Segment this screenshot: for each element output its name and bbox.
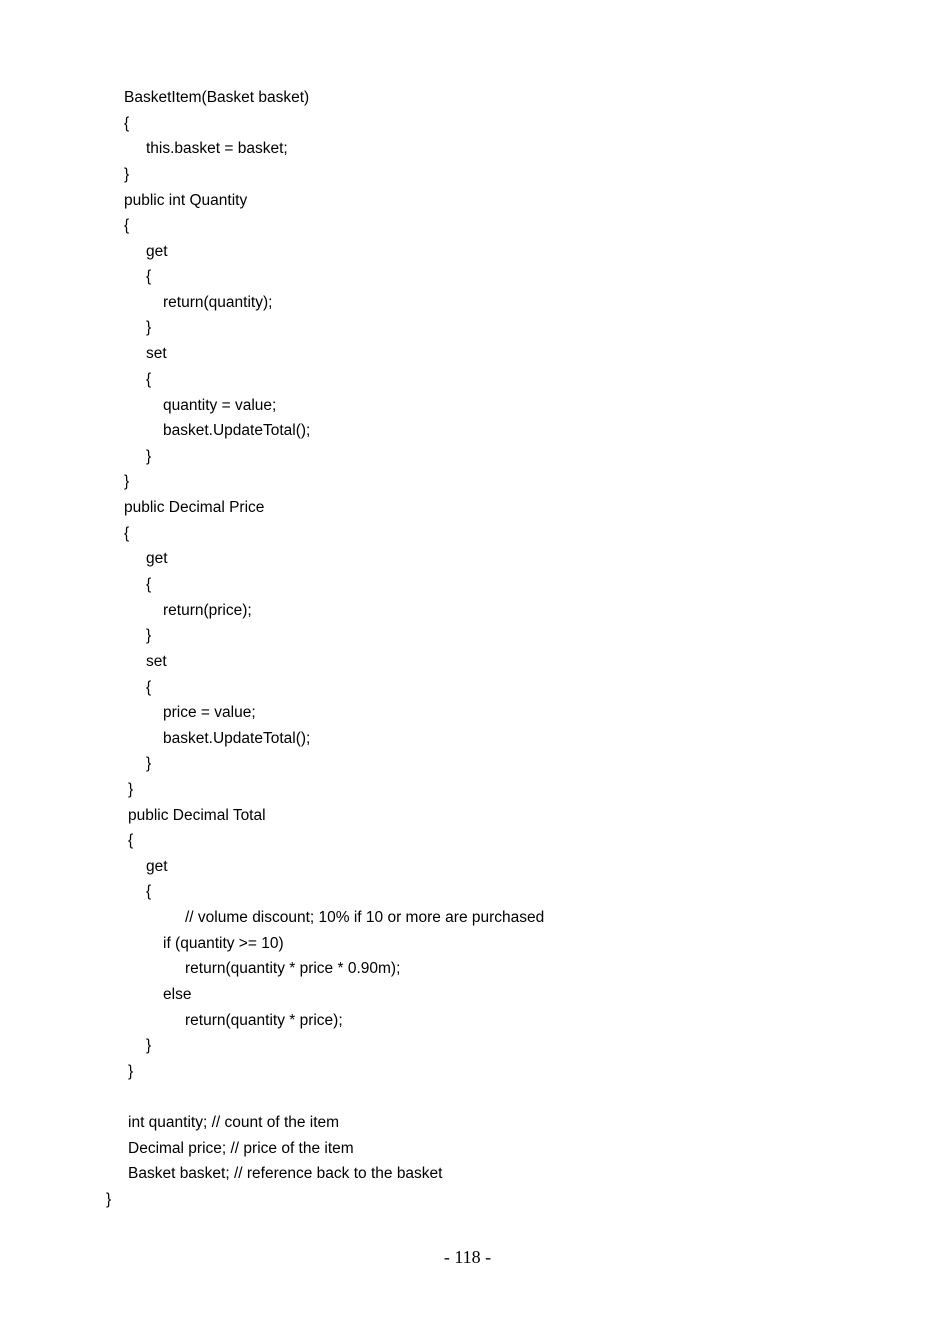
code-line: { [146, 883, 152, 900]
code-line: { [146, 679, 152, 696]
code-line: Basket basket; // reference back to the basket [128, 1165, 443, 1182]
code-line: basket.UpdateTotal(); [163, 730, 311, 747]
code-line: { [146, 268, 152, 285]
code-line: { [124, 217, 130, 234]
code-line: set [146, 653, 167, 670]
code-line: return(quantity * price * 0.90m); [185, 960, 401, 977]
code-line: this.basket = basket; [146, 140, 288, 157]
code-line: } [124, 166, 130, 183]
code-line: return(quantity); [163, 294, 273, 311]
code-line: } [146, 627, 152, 644]
page-number: - 118 - [443, 1247, 492, 1267]
code-line: } [146, 319, 152, 336]
code-line: } [146, 448, 152, 465]
code-line: get [146, 243, 168, 260]
code-line: } [146, 1037, 152, 1054]
code-line: get [146, 550, 168, 567]
code-line: quantity = value; [163, 397, 277, 414]
code-line: { [146, 371, 152, 388]
code-line: set [146, 345, 167, 362]
code-comment-line: // volume discount; 10% if 10 or more are purchased [185, 909, 545, 926]
code-line: { [124, 525, 130, 542]
code-line: if (quantity >= 10) [163, 935, 284, 952]
code-line: { [128, 832, 134, 849]
code-line: public Decimal Total [128, 807, 266, 824]
code-line: { [146, 576, 152, 593]
code-line: return(quantity * price); [185, 1012, 343, 1029]
code-line: { [124, 115, 130, 132]
code-line: } [128, 781, 134, 798]
code-line: } [128, 1063, 134, 1080]
code-line: } [124, 473, 130, 490]
code-line: price = value; [163, 704, 256, 721]
code-line: } [146, 755, 152, 772]
code-line: else [163, 986, 192, 1003]
code-line: int quantity; // count of the item [128, 1114, 340, 1131]
code-line: public int Quantity [124, 192, 248, 209]
code-line: Decimal price; // price of the item [128, 1140, 354, 1157]
code-line: public Decimal Price [124, 499, 265, 516]
code-line: basket.UpdateTotal(); [163, 422, 311, 439]
code-line: return(price); [163, 602, 252, 619]
code-line: BasketItem(Basket basket) [124, 89, 310, 106]
code-line: get [146, 858, 168, 875]
code-line: } [106, 1191, 112, 1208]
